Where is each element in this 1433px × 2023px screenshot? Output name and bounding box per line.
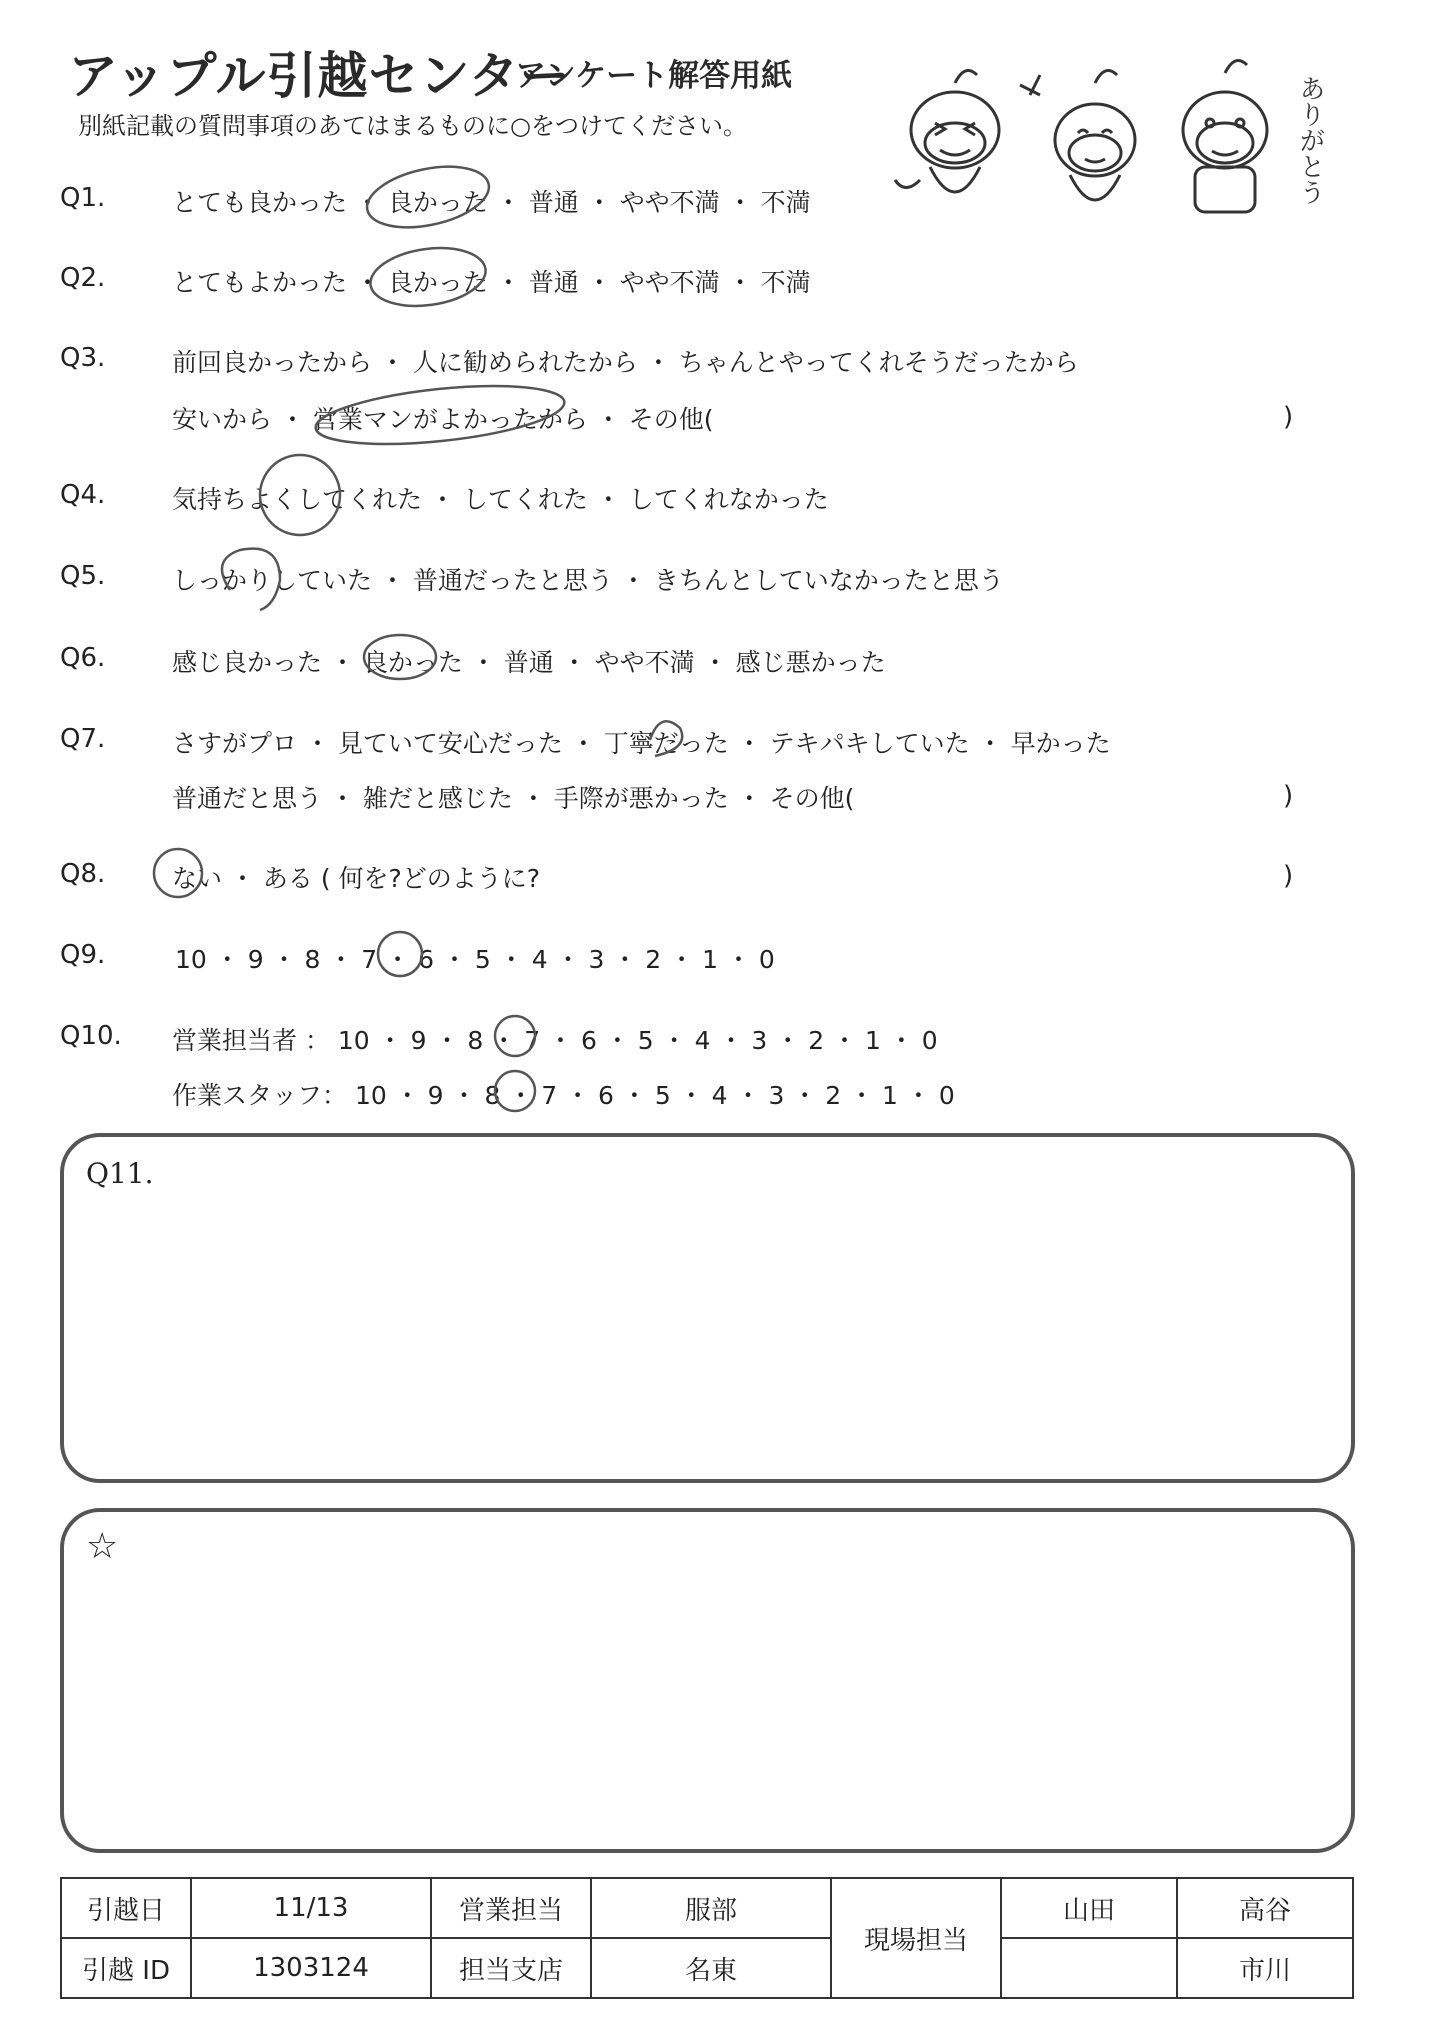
question-label: Q1. (60, 183, 106, 213)
note-box[interactable] (60, 1508, 1355, 1853)
question-options[interactable]: ない ・ ある ( 何を?どのように? (172, 864, 541, 893)
branch-value[interactable]: 名東 (591, 1938, 831, 1998)
site-rep-2[interactable]: 高谷 (1177, 1878, 1353, 1938)
star-icon: ☆ (86, 1526, 119, 1567)
question-label: Q3. (60, 343, 106, 373)
question-options-line2[interactable]: 普通だと思う ・ 雑だと感じた ・ 手際が悪かった ・ その他( (172, 784, 855, 813)
form-subtitle: アンケート解答用紙 (515, 58, 793, 94)
site-rep-1[interactable]: 山田 (1001, 1878, 1177, 1938)
site-rep-empty[interactable] (1001, 1938, 1177, 1998)
question-label: Q8. (60, 859, 106, 889)
move-id-value[interactable]: 1303124 (191, 1938, 431, 1998)
sales-rep-value[interactable]: 服部 (591, 1878, 831, 1938)
comment-box-label: Q11. (86, 1157, 154, 1190)
move-date-label: 引越日 (61, 1878, 191, 1938)
close-paren: ) (1283, 402, 1294, 432)
question-options[interactable]: しっかりしていた ・ 普通だったと思う ・ きちんとしていなかったと思う (172, 566, 1004, 595)
question-options[interactable]: さすがプロ ・ 見ていて安心だった ・ 丁寧だった ・ テキパキしていた ・ 早かった (172, 729, 1111, 758)
question-label: Q9. (60, 940, 106, 970)
question-label: Q5. (60, 561, 106, 591)
question-options[interactable]: 気持ちよくしてくれた ・ してくれた ・ してくれなかった (172, 485, 829, 514)
site-rep-label: 現場担当 (831, 1878, 1001, 1998)
rating-scale-sales[interactable]: 営業担当者 ： 10 ・ 9 ・ 8 ・ 7 ・ 6 ・ 5 ・ 4 ・ 3 ・ 2 ・ 1 ・ 0 (172, 1026, 938, 1055)
close-paren: ) (1283, 781, 1294, 811)
rating-scale[interactable]: 10 ・ 9 ・ 8 ・ 7 ・ 6 ・ 5 ・ 4 ・ 3 ・ 2 ・ 1 ・ 0 (175, 945, 775, 974)
sales-rep-label: 営業担当 (431, 1878, 591, 1938)
question-label: Q4. (60, 480, 106, 510)
question-label: Q10. (60, 1021, 122, 1051)
question-label: Q6. (60, 643, 106, 673)
comment-box-q11[interactable] (60, 1133, 1355, 1483)
mascot-text: ありがとう (1295, 75, 1325, 205)
mascot-illustration (880, 55, 1350, 225)
question-options[interactable]: 感じ良かった ・ 良かった ・ 普通 ・ やや不満 ・ 感じ悪かった (172, 648, 886, 677)
company-title: アップル引越センター (68, 47, 571, 105)
question-label: Q7. (60, 724, 106, 754)
site-rep-3[interactable]: 市川 (1177, 1938, 1353, 1998)
close-paren: ) (1283, 861, 1294, 891)
question-options[interactable]: とてもよかった ・ 良かった ・ 普通 ・ やや不満 ・ 不満 (172, 268, 811, 297)
move-date-value[interactable]: 11/13 (191, 1878, 431, 1938)
question-options[interactable]: 前回良かったから ・ 人に勧められたから ・ ちゃんとやってくれそうだったから (172, 348, 1079, 377)
question-options-line2[interactable]: 安いから ・ 営業マンがよかったから ・ その他( (172, 405, 714, 434)
rating-scale-staff[interactable]: 作業スタッフ： 10 ・ 9 ・ 8 ・ 7 ・ 6 ・ 5 ・ 4 ・ 3 ・ 2 ・ 1 ・ 0 (172, 1081, 955, 1110)
instruction-text: 別紙記載の質問事項のあてはまるものに○をつけてください。 (78, 112, 747, 140)
question-options[interactable]: とても良かった ・ 良かった ・ 普通 ・ やや不満 ・ 不満 (172, 188, 811, 217)
branch-label: 担当支店 (431, 1938, 591, 1998)
question-label: Q2. (60, 263, 106, 293)
footer-table (60, 1877, 1354, 1999)
move-id-label: 引越 ID (61, 1938, 191, 1998)
